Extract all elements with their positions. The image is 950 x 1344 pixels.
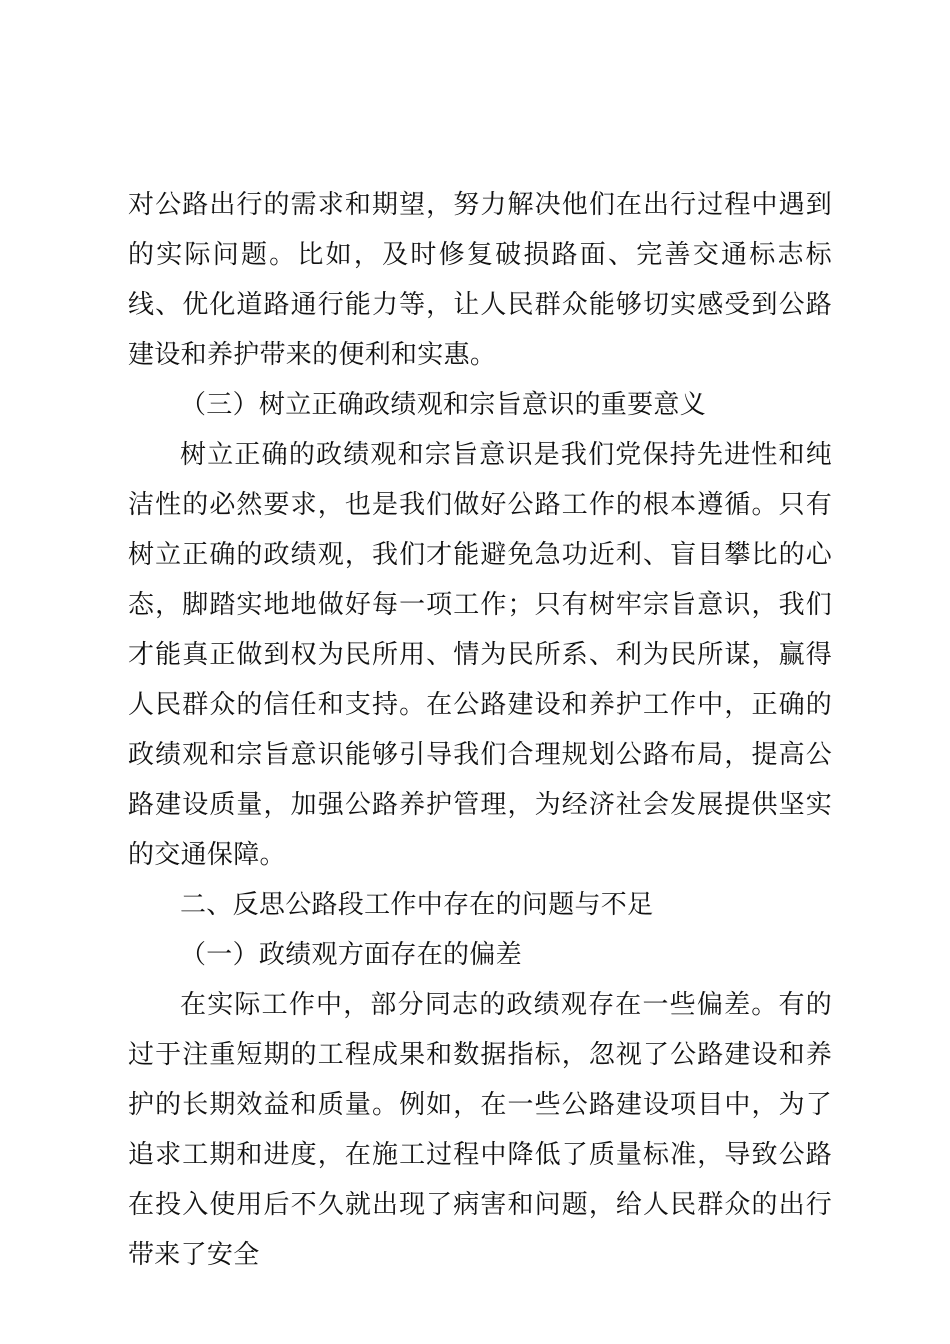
paragraph-deviation: 在实际工作中，部分同志的政绩观存在一些偏差。有的过于注重短期的工程成果和数据指标，忽视了公路建设和养护的长期效益和质量。例如，在一些公路建设项目中，为了追求工期和进度，在施工过程中降低了质量标准，导致公路在投入使用后不久就出现了病害和问题，给人民群众的出行带来了安全 [128,990,832,1270]
section-heading-1: （一）政绩观方面存在的偏差 [180,940,522,970]
document-page [128,180,832,1280]
paragraph-significance: 树立正确的政绩观和宗旨意识是我们党保持先进性和纯洁性的必然要求，也是我们做好公路工作的根本遵循。只有树立正确的政绩观，我们才能避免急功近利、盲目攀比的心态，脚踏实地地做好每一项工作；只有树牢宗旨意识，我们才能真正做到权为民所用、情为民所系、利为民所谋，赢得人民群众的信任和支持。在公路建设和养护工作中，正确的政绩观和宗旨意识能够引导我们合理规划公路布局，提高公路建设质量，加强公路养护管理，为经济社会发展提供坚实的交通保障。 [128,440,832,870]
section-heading-3: （三）树立正确政绩观和宗旨意识的重要意义 [180,390,707,420]
paragraph-continuation: 对公路出行的需求和期望，努力解决他们在出行过程中遇到的实际问题。比如，及时修复破损路面、完善交通标志标线、优化道路通行能力等，让人民群众能够切实感受到公路建设和养护带来的便利和实惠。 [128,190,832,370]
chapter-heading-2: 二、反思公路段工作中存在的问题与不足 [180,890,654,920]
